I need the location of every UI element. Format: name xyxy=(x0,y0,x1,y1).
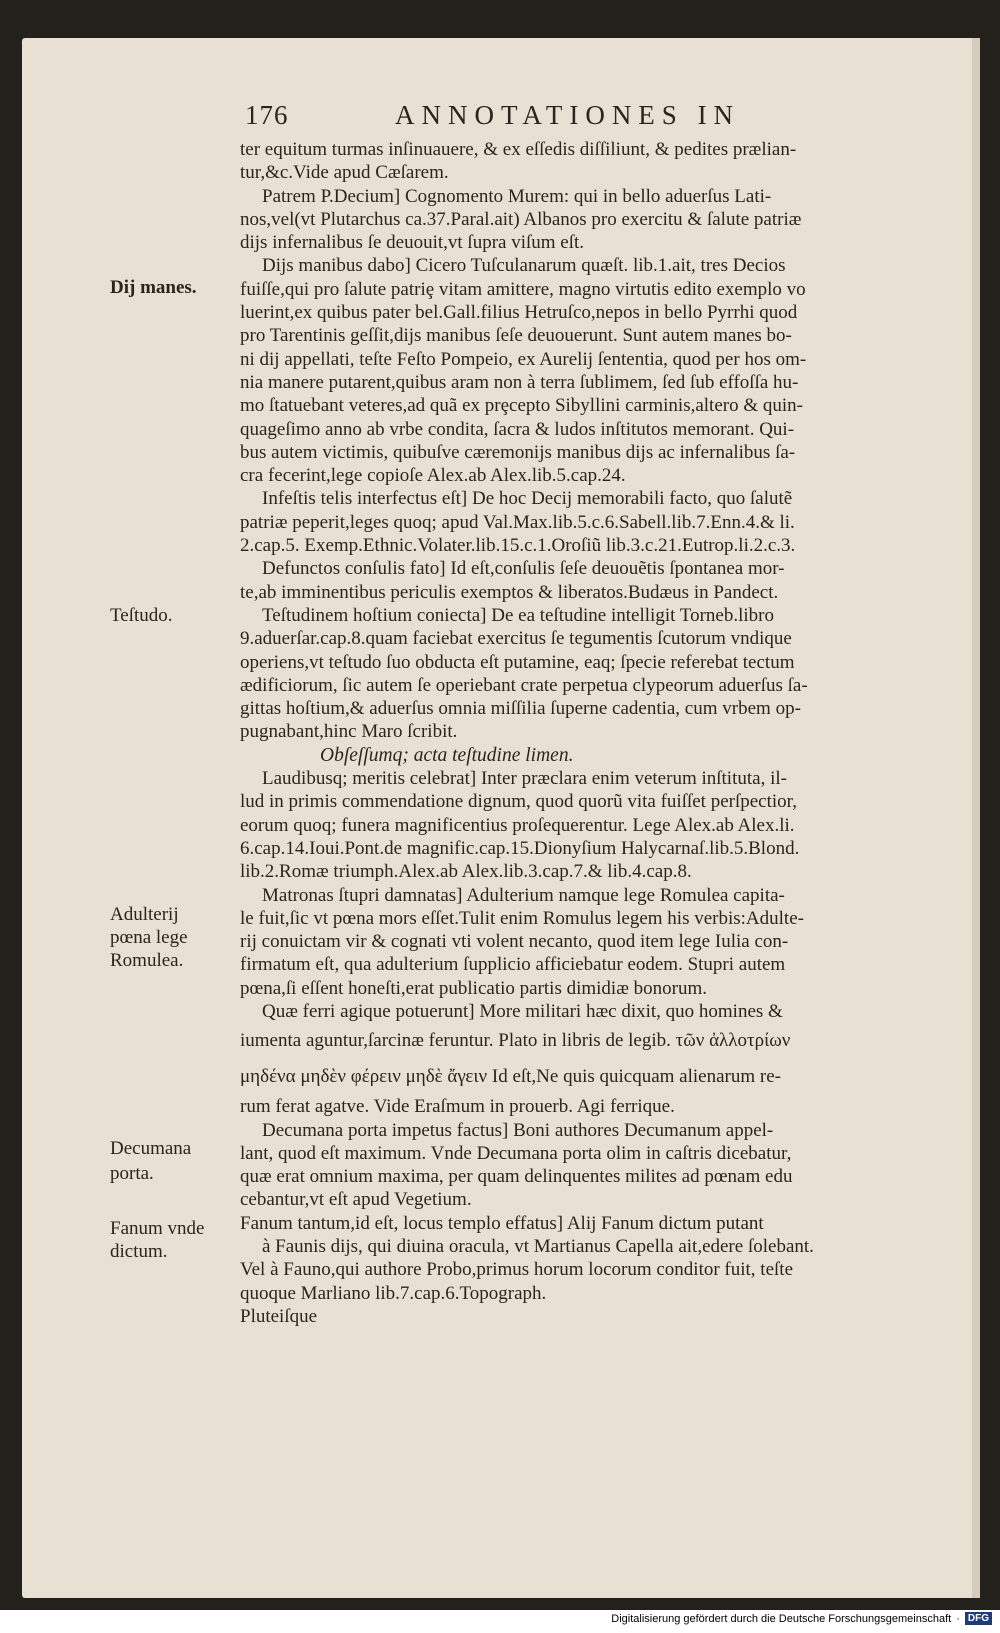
page-edge xyxy=(972,38,980,1598)
text-line: Pluteiſque xyxy=(240,1305,318,1327)
lemma-line: Quæ ferri agique potuerunt] More militari hæc dixit, quo homines & xyxy=(262,1000,783,1022)
lemma-line: Teſtudinem hoſtium coniecta] De ea teſtudine intelligit Torneb.libro xyxy=(262,604,774,626)
text-line: pugnabant,hinc Maro ſcribit. xyxy=(240,721,458,743)
text-line: 2.cap.5. Exemp.Ethnic.Volater.lib.15.c.1.Oroſiũ lib.3.c.21.Eutrop.li.2.c.3. xyxy=(240,535,796,557)
text-line-greek: iumenta aguntur,ſarcinæ feruntur. Plato in libris de legib. τῶν ἀλλοτρίων xyxy=(240,1030,791,1052)
margin-note-decumana: Decumana xyxy=(110,1138,192,1159)
text-line: ter equitum turmas inſinuauere, & ex eſſedis diſſiliunt, & pedites prælian- xyxy=(240,139,797,160)
page-number: 176 xyxy=(245,100,289,130)
text-line: rij conuictam vir & cognati vti volent necanto, quod item lege Iulia con- xyxy=(240,931,789,953)
text-line: eorum quoq; funera magnificentius proſequerentur. Lege Alex.ab Alex.li. xyxy=(240,814,795,836)
text-line: nia manere putarent,quibus aram non à terra ſublimem, ſed ſub effoſſa hu- xyxy=(240,371,799,393)
text-line: te,ab imminentibus periculis exemptos & liberatos.Budæus in Pandect. xyxy=(240,581,779,603)
text-line: ædificiorum, ſic autem ſe operiebant crate perpetua clypeorum aduerſus ſa- xyxy=(240,674,808,696)
lemma-line: Defunctos conſulis fato] Id eſt,conſulis ſeſe deuouẽtis ſpontanea mor- xyxy=(262,558,785,580)
text-line: patriæ peperit,leges quoq; apud Val.Max.lib.5.c.6.Sabell.lib.7.Enn.4.& li. xyxy=(240,511,795,533)
text-line: pro Tarentinis geſſit,dijs manibus ſeſe deuouerunt. Sunt autem manes bo- xyxy=(240,325,792,347)
text-line: 9.aduerſar.cap.8.quam faciebat exercitus ſe tegumentis ſcutorum vndique xyxy=(240,628,792,650)
text-line: ni dij appellati, teſte Feſto Pompeio, ex Aurelij ſententia, quod per hos om- xyxy=(240,348,807,370)
text-line: fuiſſe,qui pro ſalute patriȩ vitam amittere, magno virtutis edito exemplo vo xyxy=(240,278,806,300)
text-line: pœna,ſi eſſent honeſti,erat publicatio partis dimidiæ bonorum. xyxy=(240,977,707,999)
text-line: lud in primis commendatione dignum, quod quorũ vita fuiſſet perſpectior, xyxy=(240,791,797,813)
text-line: le fuit,ſic vt pœna mors eſſet.Tulit enim Romulus legem his verbis:Adulte- xyxy=(240,907,804,929)
margin-note-poena-lege: pœna lege xyxy=(110,927,188,948)
margin-note-porta: porta. xyxy=(110,1163,154,1184)
text-line: dijs infernalibus ſe deuouit,vt ſupra viſum eſt. xyxy=(240,232,585,254)
text-line: quoque Marliano lib.7.cap.6.Topograph. xyxy=(240,1282,547,1304)
text-line: rum ferat agatve. Vide Eraſmum in prouerb. Agi ferrique. xyxy=(240,1096,675,1118)
margin-note-fanum-vnde: Fanum vnde xyxy=(110,1218,205,1239)
margin-note-testudo: Teſtudo. xyxy=(110,605,173,626)
quoted-verse: Obſeſſumq; acta teſtudine limen. xyxy=(320,744,574,766)
text-line: cebantur,vt eſt apud Vegetium. xyxy=(240,1189,472,1211)
text-line-greek: μηδένα μηδὲν φέρειν μηδὲ ἄγειν Id eſt,Ne quis quicquam alienarum re- xyxy=(240,1066,781,1088)
text-line: cra fecerint,lege copioſe Alex.ab Alex.lib.5.cap.24. xyxy=(240,465,626,487)
text-line: nos,vel(vt Plutarchus ca.37.Paral.ait) Albanos pro exercitu & ſalute patriæ xyxy=(240,208,802,230)
page-header xyxy=(245,100,805,134)
margin-note-dictum: dictum. xyxy=(110,1241,168,1262)
lemma-line: Dijs manibus dabo] Cicero Tuſculanarum quæſt. lib.1.ait, tres Decios xyxy=(262,255,786,277)
text-line: tur,&c.Vide apud Cæſarem. xyxy=(240,162,449,184)
text-line: Vel à Fauno,qui authore Probo,primus horum locorum conditor fuit, teſte xyxy=(240,1259,794,1281)
catchword xyxy=(240,1328,970,1351)
dfg-logo: DFG xyxy=(965,1612,992,1625)
lemma-line: Matronas ſtupri damnatas] Adulterium namque lege Romulea capita- xyxy=(262,884,785,906)
text-line: 6.cap.14.Ioui.Pont.de magnific.cap.15.Dionyſium Halycarnaſ.lib.5.Blond. xyxy=(240,837,800,859)
text-line: Fanum tantum,id eſt, locus templo effatus] Alij Fanum dictum putant xyxy=(240,1212,764,1234)
commentary-body xyxy=(240,138,970,1352)
text-line: firmatum eſt, qua adulterium ſupplicio afficiebatur eodem. Stupri autem xyxy=(240,954,786,976)
lemma-line: Laudibusq; meritis celebrat] Inter præclara enim veterum inſtituta, il- xyxy=(262,768,787,790)
text-line: bus autem victimis, quibuſve cæremonijs manibus dijs ac infernalibus ſa- xyxy=(240,441,796,463)
margin-note-adulterij: Adulterij xyxy=(110,904,179,925)
text-line: quæ erat omnium maxima, per quam delinquentes milites ad pœnam edu xyxy=(240,1166,793,1188)
text-line: luerint,ex quibus pater bel.Gall.filius Hetruſco,nepos in bello Pyrrhi quod xyxy=(240,302,798,324)
text-line: lib.2.Romæ triumph.Alex.ab Alex.lib.3.cap.7.& lib.4.cap.8. xyxy=(240,861,692,883)
text-line: lant, quod eſt maximum. Vnde Decumana porta olim in caſtris dicebatur, xyxy=(240,1142,792,1164)
lemma-line: à Faunis dijs, qui diuina oracula, vt Martianus Capella ait,edere ſolebant. xyxy=(262,1236,814,1258)
lemma-line: Patrem P.Decium] Cognomento Murem: qui in bello aduerſus Lati- xyxy=(262,185,772,207)
text-line: gittas hoſtium,& aduerſus omnia miſſilia ſuperne cadentia, cum vrbem op- xyxy=(240,698,801,720)
lemma-line: Infeſtis telis interfectus eſt] De hoc Decij memorabili facto, quo ſalutẽ xyxy=(262,488,793,510)
credit-text: Digitalisierung gefördert durch die Deutsche Forschungsgemeinschaft xyxy=(611,1612,952,1625)
text-line: quageſimo anno ab vrbe condita, ſacra & ludos inſtitutos memorant. Qui- xyxy=(240,418,795,440)
text-line: operiens,vt teſtudo ſuo obducta eſt putamine, eaq; ſpecie referebat tectum xyxy=(240,651,795,673)
margin-note-romulea: Romulea. xyxy=(110,950,184,971)
running-title: ANNOTATIONES IN xyxy=(395,100,741,130)
margin-note-dij-manes: Dij manes. xyxy=(110,277,197,298)
lemma-line: Decumana porta impetus factus] Boni authores Decumanum appel- xyxy=(262,1119,774,1141)
digitization-credit: Digitalisierung gefördert durch die Deutsche Forschungsgemeinschaft · DFG xyxy=(611,1612,992,1625)
text-line: mo ſtatuebant veteres,ad quã ex prȩcepto Sibyllini carminis,altero & quin- xyxy=(240,395,803,417)
